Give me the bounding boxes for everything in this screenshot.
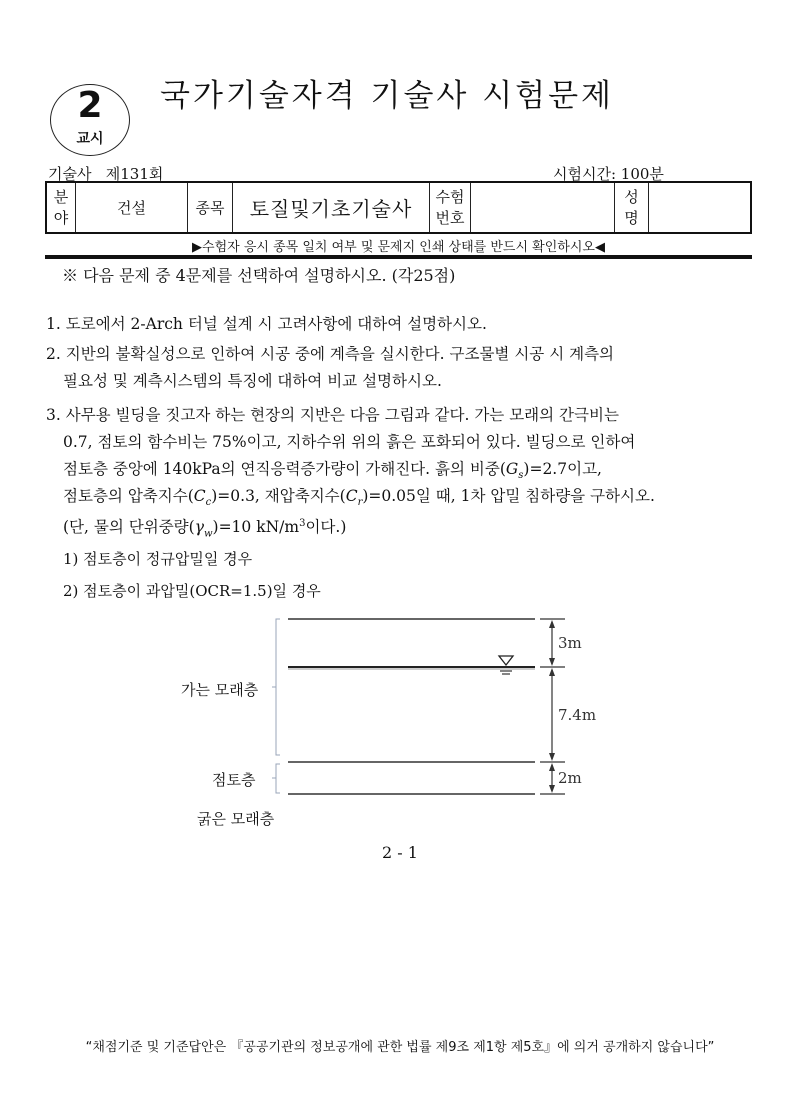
layer-label-coarse-sand: 굵은 모래층 xyxy=(197,810,275,828)
text: )=0.05일 때, 1차 압밀 침하량을 구하시오. xyxy=(362,487,655,505)
exam-number-field[interactable] xyxy=(471,182,615,233)
question-3-line-1: 3. 사무용 빌딩을 짓고자 하는 현장의 지반은 다음 그림과 같다. 가는 모래의 간극비는 xyxy=(46,406,619,424)
fine-sand-brace xyxy=(272,619,280,755)
exam-number-label-2: 번호 xyxy=(435,208,465,227)
text: (단, 물의 단위중량( xyxy=(63,518,195,537)
superscript: 3 xyxy=(299,518,306,529)
var-cr: C xyxy=(345,487,358,505)
water-table-icon xyxy=(499,656,513,665)
dimension-label-3m: 3m xyxy=(558,634,582,652)
exam-number-label xyxy=(430,182,471,233)
clay-brace xyxy=(272,764,280,793)
name-label-1: 성 xyxy=(624,187,639,206)
name-label-2: 명 xyxy=(624,208,639,227)
text: )=2.7이고, xyxy=(523,460,602,478)
notice-banner: ▶수험자 응시 종목 일치 여부 및 문제지 인쇄 상태를 반드시 확인하시오◀ xyxy=(192,240,605,255)
field-label-2: 야 xyxy=(53,208,69,227)
text: )=10 kN/m xyxy=(212,518,300,537)
field-label-1: 분 xyxy=(53,187,69,206)
text: )=0.3, 재압축지수( xyxy=(211,487,346,505)
var-cc-sub: c xyxy=(205,497,212,509)
text: 점토층의 압축지수( xyxy=(63,487,194,505)
dimension-label-2m: 2m xyxy=(558,769,582,787)
text: 점토층 중앙에 140kPa의 연직응력증가량이 가해진다. 흙의 비중( xyxy=(63,460,506,478)
exam-info-table xyxy=(45,181,752,234)
var-gamma: γ xyxy=(194,518,204,537)
category-label: 종목 xyxy=(188,182,233,233)
name-field[interactable] xyxy=(649,182,752,233)
page-number: 2 - 1 xyxy=(382,843,418,862)
exam-number-label-1: 수험 xyxy=(435,187,465,206)
field-value: 건설 xyxy=(76,182,188,233)
soil-profile-diagram xyxy=(160,605,620,835)
page-title: 국가기술자격 기술사 시험문제 xyxy=(160,78,615,114)
text: 이다.) xyxy=(305,518,347,537)
sub-question-1: 1) 점토층이 정규압밀일 경우 xyxy=(63,550,253,568)
layer-label-fine-sand: 가는 모래층 xyxy=(181,681,259,699)
var-cr-sub: r xyxy=(357,497,363,509)
sub-question-2: 2) 점토층이 과압밀(OCR=1.5)일 경우 xyxy=(63,582,321,600)
var-gamma-sub: w xyxy=(203,528,213,540)
field-label xyxy=(46,182,76,233)
question-3-line-5 xyxy=(63,510,346,547)
name-label xyxy=(615,182,649,233)
footer-disclaimer: “채점기준 및 기준답안은 『공공기관의 정보공개에 관한 법률 제9조 제1항 제5호』에 의거 공개하지 않습니다” xyxy=(85,1040,715,1055)
var-gs: G xyxy=(505,460,519,478)
session-label: 교시 xyxy=(76,131,104,147)
layer-label-clay: 점토층 xyxy=(212,771,256,789)
instruction: ※ 다음 문제 중 4문제를 선택하여 설명하시오. (각25점) xyxy=(62,266,456,285)
category-value: 토질및기초기술사 xyxy=(233,182,430,233)
question-2-line-1: 2. 지반의 불확실성으로 인하여 시공 중에 계측을 실시한다. 구조물별 시공 시 계측의 xyxy=(46,345,615,363)
session-number: 2 xyxy=(77,85,103,126)
question-2-line-2: 필요성 및 계측시스템의 특징에 대하여 비교 설명하시오. xyxy=(63,372,442,390)
dimension-label-7-4m: 7.4m xyxy=(558,706,597,724)
exam-round: 기술사 제131회 xyxy=(48,165,164,183)
divider xyxy=(45,255,752,259)
question-1: 1. 도로에서 2-Arch 터널 설계 시 고려사항에 대하여 설명하시오. xyxy=(46,315,487,333)
var-cc: C xyxy=(193,487,206,505)
var-gs-sub: s xyxy=(518,470,524,482)
question-3-line-2: 0.7, 점토의 함수비는 75%이고, 지하수위 위의 흙은 포화되어 있다. 빌딩으로 인하여 xyxy=(63,433,636,451)
exam-time: 시험시간: 100분 xyxy=(553,165,664,183)
